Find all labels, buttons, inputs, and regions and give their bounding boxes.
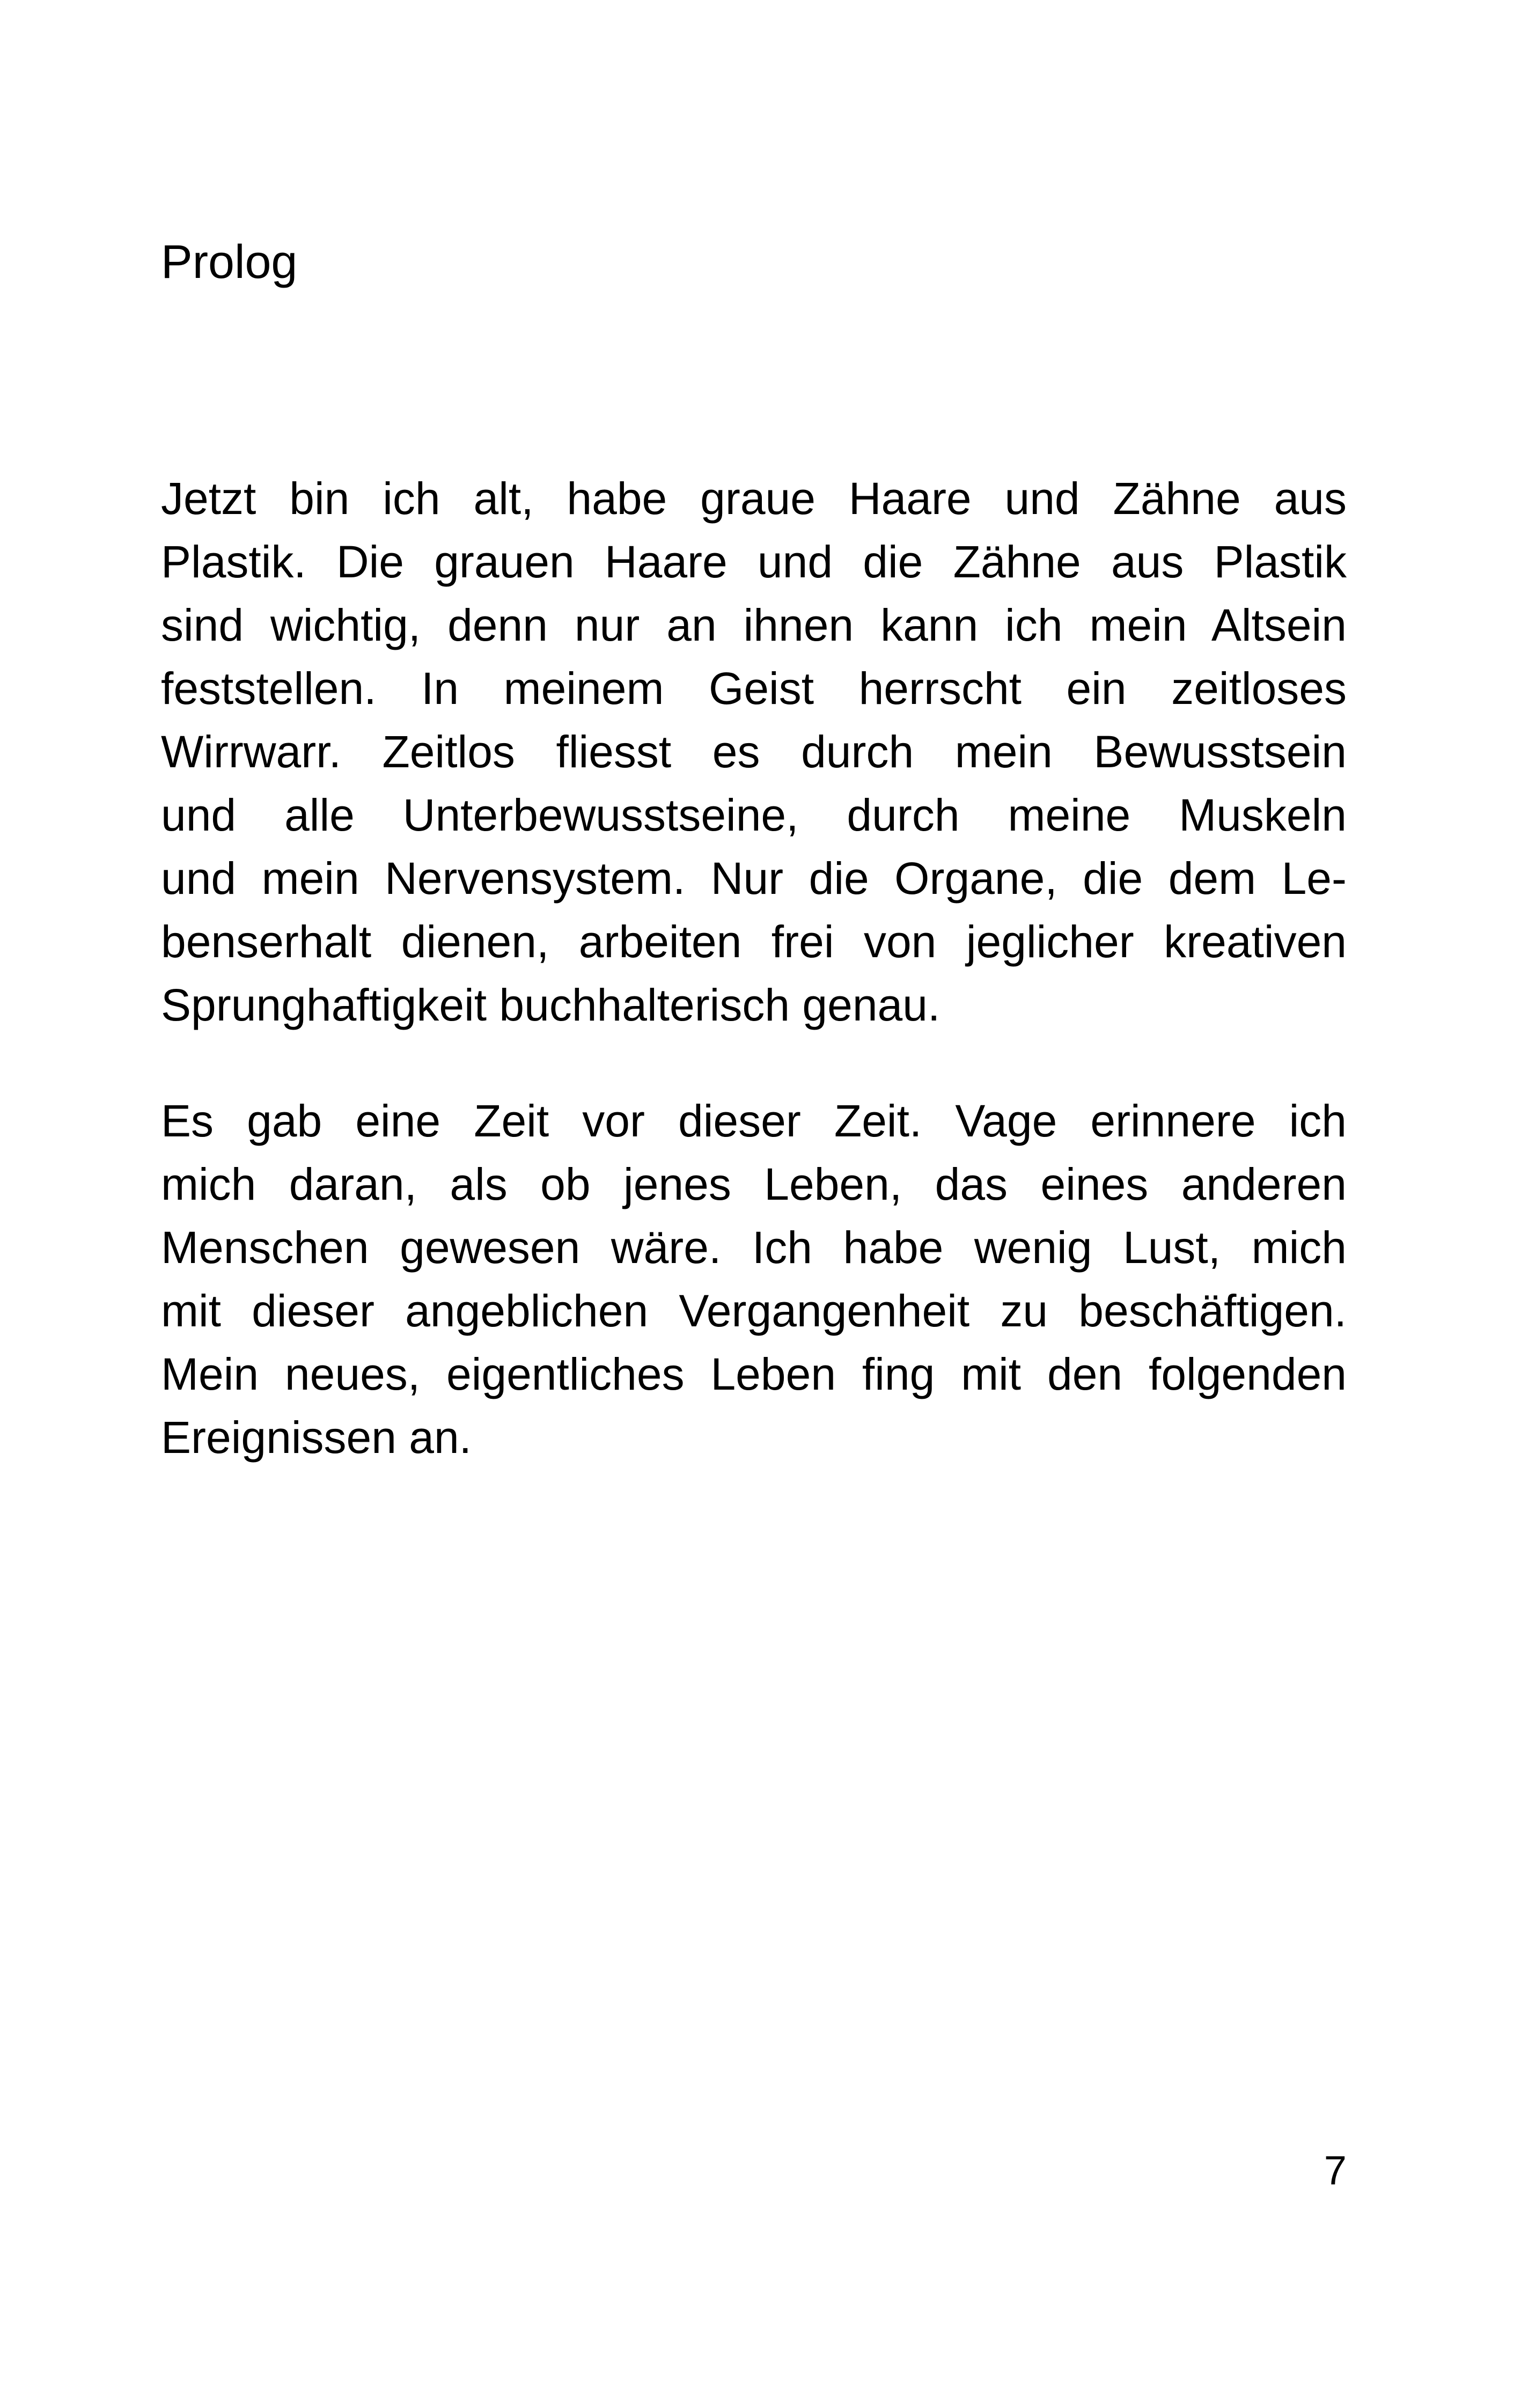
- text-line: und mein Nervensystem. Nur die Organe, die dem Le-: [161, 853, 1347, 904]
- text-line: Ereignissen an.: [161, 1412, 472, 1463]
- text-line: Mein neues, eigentliches Leben fing mit den folgenden: [161, 1349, 1347, 1399]
- chapter-title: Prolog: [161, 235, 298, 288]
- text-line: sind wichtig, denn nur an ihnen kann ich mein Altsein: [161, 600, 1347, 650]
- text-line: Es gab eine Zeit vor dieser Zeit. Vage erinnere ich: [161, 1096, 1347, 1146]
- text-line: mit dieser angeblichen Vergangenheit zu beschäftigen.: [161, 1286, 1347, 1336]
- text-line: benserhalt dienen, arbeiten frei von jeglicher kreativen: [161, 916, 1347, 967]
- text-line: mich daran, als ob jenes Leben, das eines anderen: [161, 1159, 1347, 1209]
- text-line: Jetzt bin ich alt, habe graue Haare und Zähne aus: [161, 473, 1347, 524]
- paragraph-1: [161, 467, 1347, 1037]
- text-line: feststellen. In meinem Geist herrscht ein zeitloses: [161, 663, 1347, 714]
- page-number: 7: [1324, 2148, 1347, 2193]
- text-line: Plastik. Die grauen Haare und die Zähne aus Plastik: [161, 537, 1347, 587]
- text-line: Sprunghaftigkeit buchhalterisch genau.: [161, 980, 940, 1030]
- paragraph-2: [161, 1089, 1347, 1469]
- text-line: Menschen gewesen wäre. Ich habe wenig Lust, mich: [161, 1222, 1347, 1273]
- text-line: und alle Unterbewusstseine, durch meine Muskeln: [161, 790, 1347, 840]
- text-line: Wirrwarr. Zeitlos fliesst es durch mein Bewusstsein: [161, 726, 1347, 777]
